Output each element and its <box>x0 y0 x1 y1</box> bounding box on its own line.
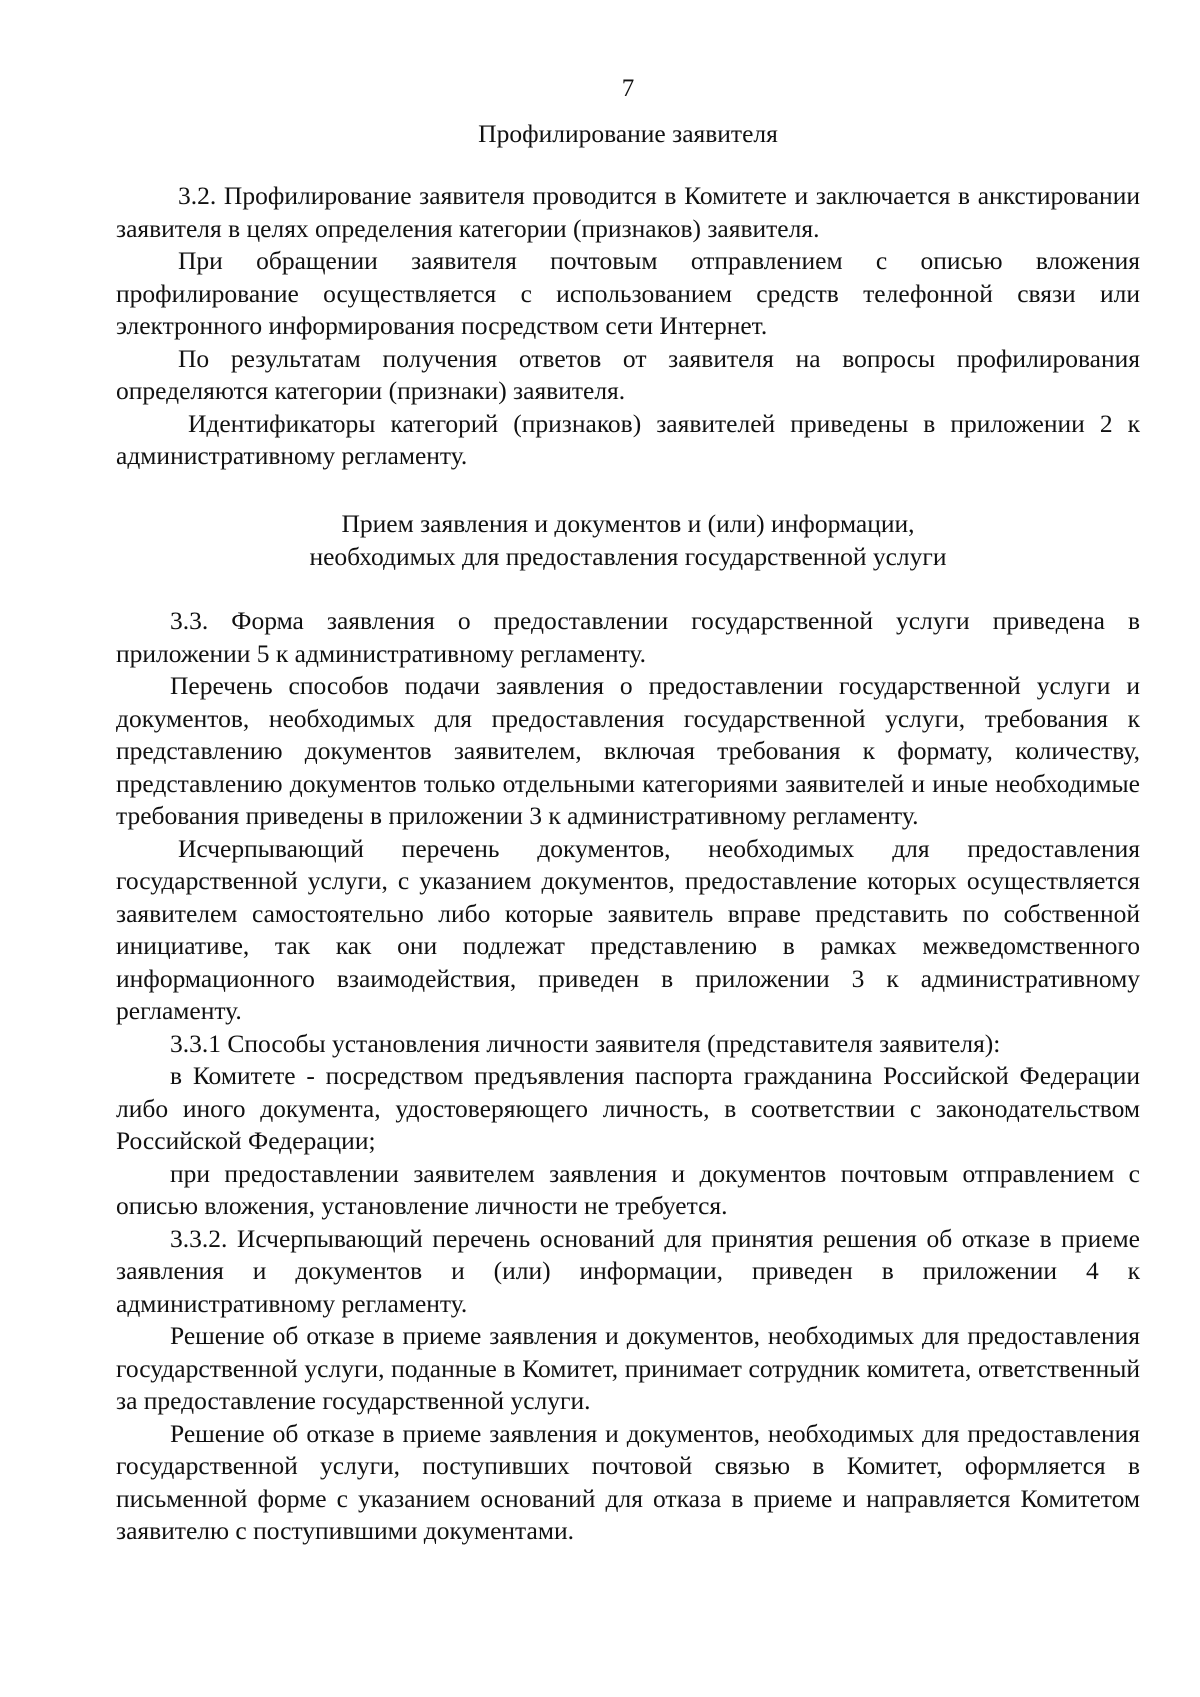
page-number: 7 <box>621 75 635 102</box>
section-heading-reception-line2: необходимых для предоставления государственной услуги <box>309 541 947 571</box>
paragraph-3-2: 3.2. Профилирование заявителя проводится в Комитете и заключается в анкстировании заявителя в целях определения категории (признаков) заявителя. <box>116 181 1140 243</box>
section-heading-reception-line1: Прием заявления и документов и (или) информации, <box>341 509 915 538</box>
section-reception-body <box>116 605 1140 1548</box>
paragraph-submission-methods: Перечень способов подачи заявления о предоставлении государственной услуги и документов, необходимых для предоставления государственной услуги, требования к представлению документов заявителем, включая требования к формату, количеству, представлению документов только отдельными категориями заявителей и иные необходимые требования приведены в приложении 3 к административному регламенту. <box>116 671 1140 830</box>
paragraph-3-3-2: 3.3.2. Исчерпывающий перечень оснований для принятия решения об отказе в приеме заявления и документов и (или) информации, приведен в приложении 4 к административному регламенту. <box>116 1223 1140 1318</box>
paragraph-3-3: 3.3. Форма заявления о предоставлении государственной услуги приведена в приложении 5 к административному регламенту. <box>116 606 1140 668</box>
paragraph-3-3-1: 3.3.1 Способы установления личности заявителя (представителя заявителя): <box>170 1028 1001 1058</box>
paragraph-refusal-postal: Решение об отказе в приеме заявления и документов, необходимых для предоставления государственной услуги, поступивших почтовой связью в Комитет, оформляется в письменной форме с указанием оснований для отказа в приеме и направляется Комитетом заявителю с поступившими документами. <box>116 1418 1140 1545</box>
paragraph-committee-passport: в Комитете - посредством предъявления паспорта гражданина Российской Федерации либо иного документа, удостоверяющего личность, в соответствии с законодательством Российской Федерации; <box>116 1061 1140 1155</box>
section-heading-profiling: Профилирование заявителя <box>478 119 778 148</box>
paragraph-refusal-decision: Решение об отказе в приеме заявления и документов, необходимых для предоставления государственной услуги, поданные в Комитет, принимает сотрудник комитета, ответственный за предоставление государственной услуги. <box>116 1321 1140 1415</box>
paragraph-identifiers: Идентификаторы категорий (признаков) заявителей приведены в приложении 2 к административному регламенту. <box>116 408 1140 470</box>
paragraph-postal-identity: при предоставлении заявителем заявления и документов почтовым отправлением с описью вложения, установление личности не требуется. <box>116 1158 1140 1220</box>
paragraph-profiling-results: По результатам получения ответов от заявителя на вопросы профилирования определяются категории (признаки) заявителя. <box>116 343 1140 405</box>
section-heading-reception <box>116 508 1140 573</box>
paragraph-exhaustive-list: Исчерпывающий перечень документов, необходимых для предоставления государственной услуги, с указанием документов, предоставление которых осуществляется заявителем самостоятельно либо которые заявитель вправе представить по собственной инициативе, так как они подлежат представлению в рамках межведомственного информационного взаимодействия, приведен в приложении 3 к административному регламенту. <box>116 833 1140 1025</box>
paragraph-postal-profiling: При обращении заявителя почтовым отправлением с описью вложения профилирование осуществляется с использованием средств телефонной связи или электронного информирования посредством сети Интернет. <box>116 246 1140 340</box>
section-profiling-body <box>116 180 1140 473</box>
